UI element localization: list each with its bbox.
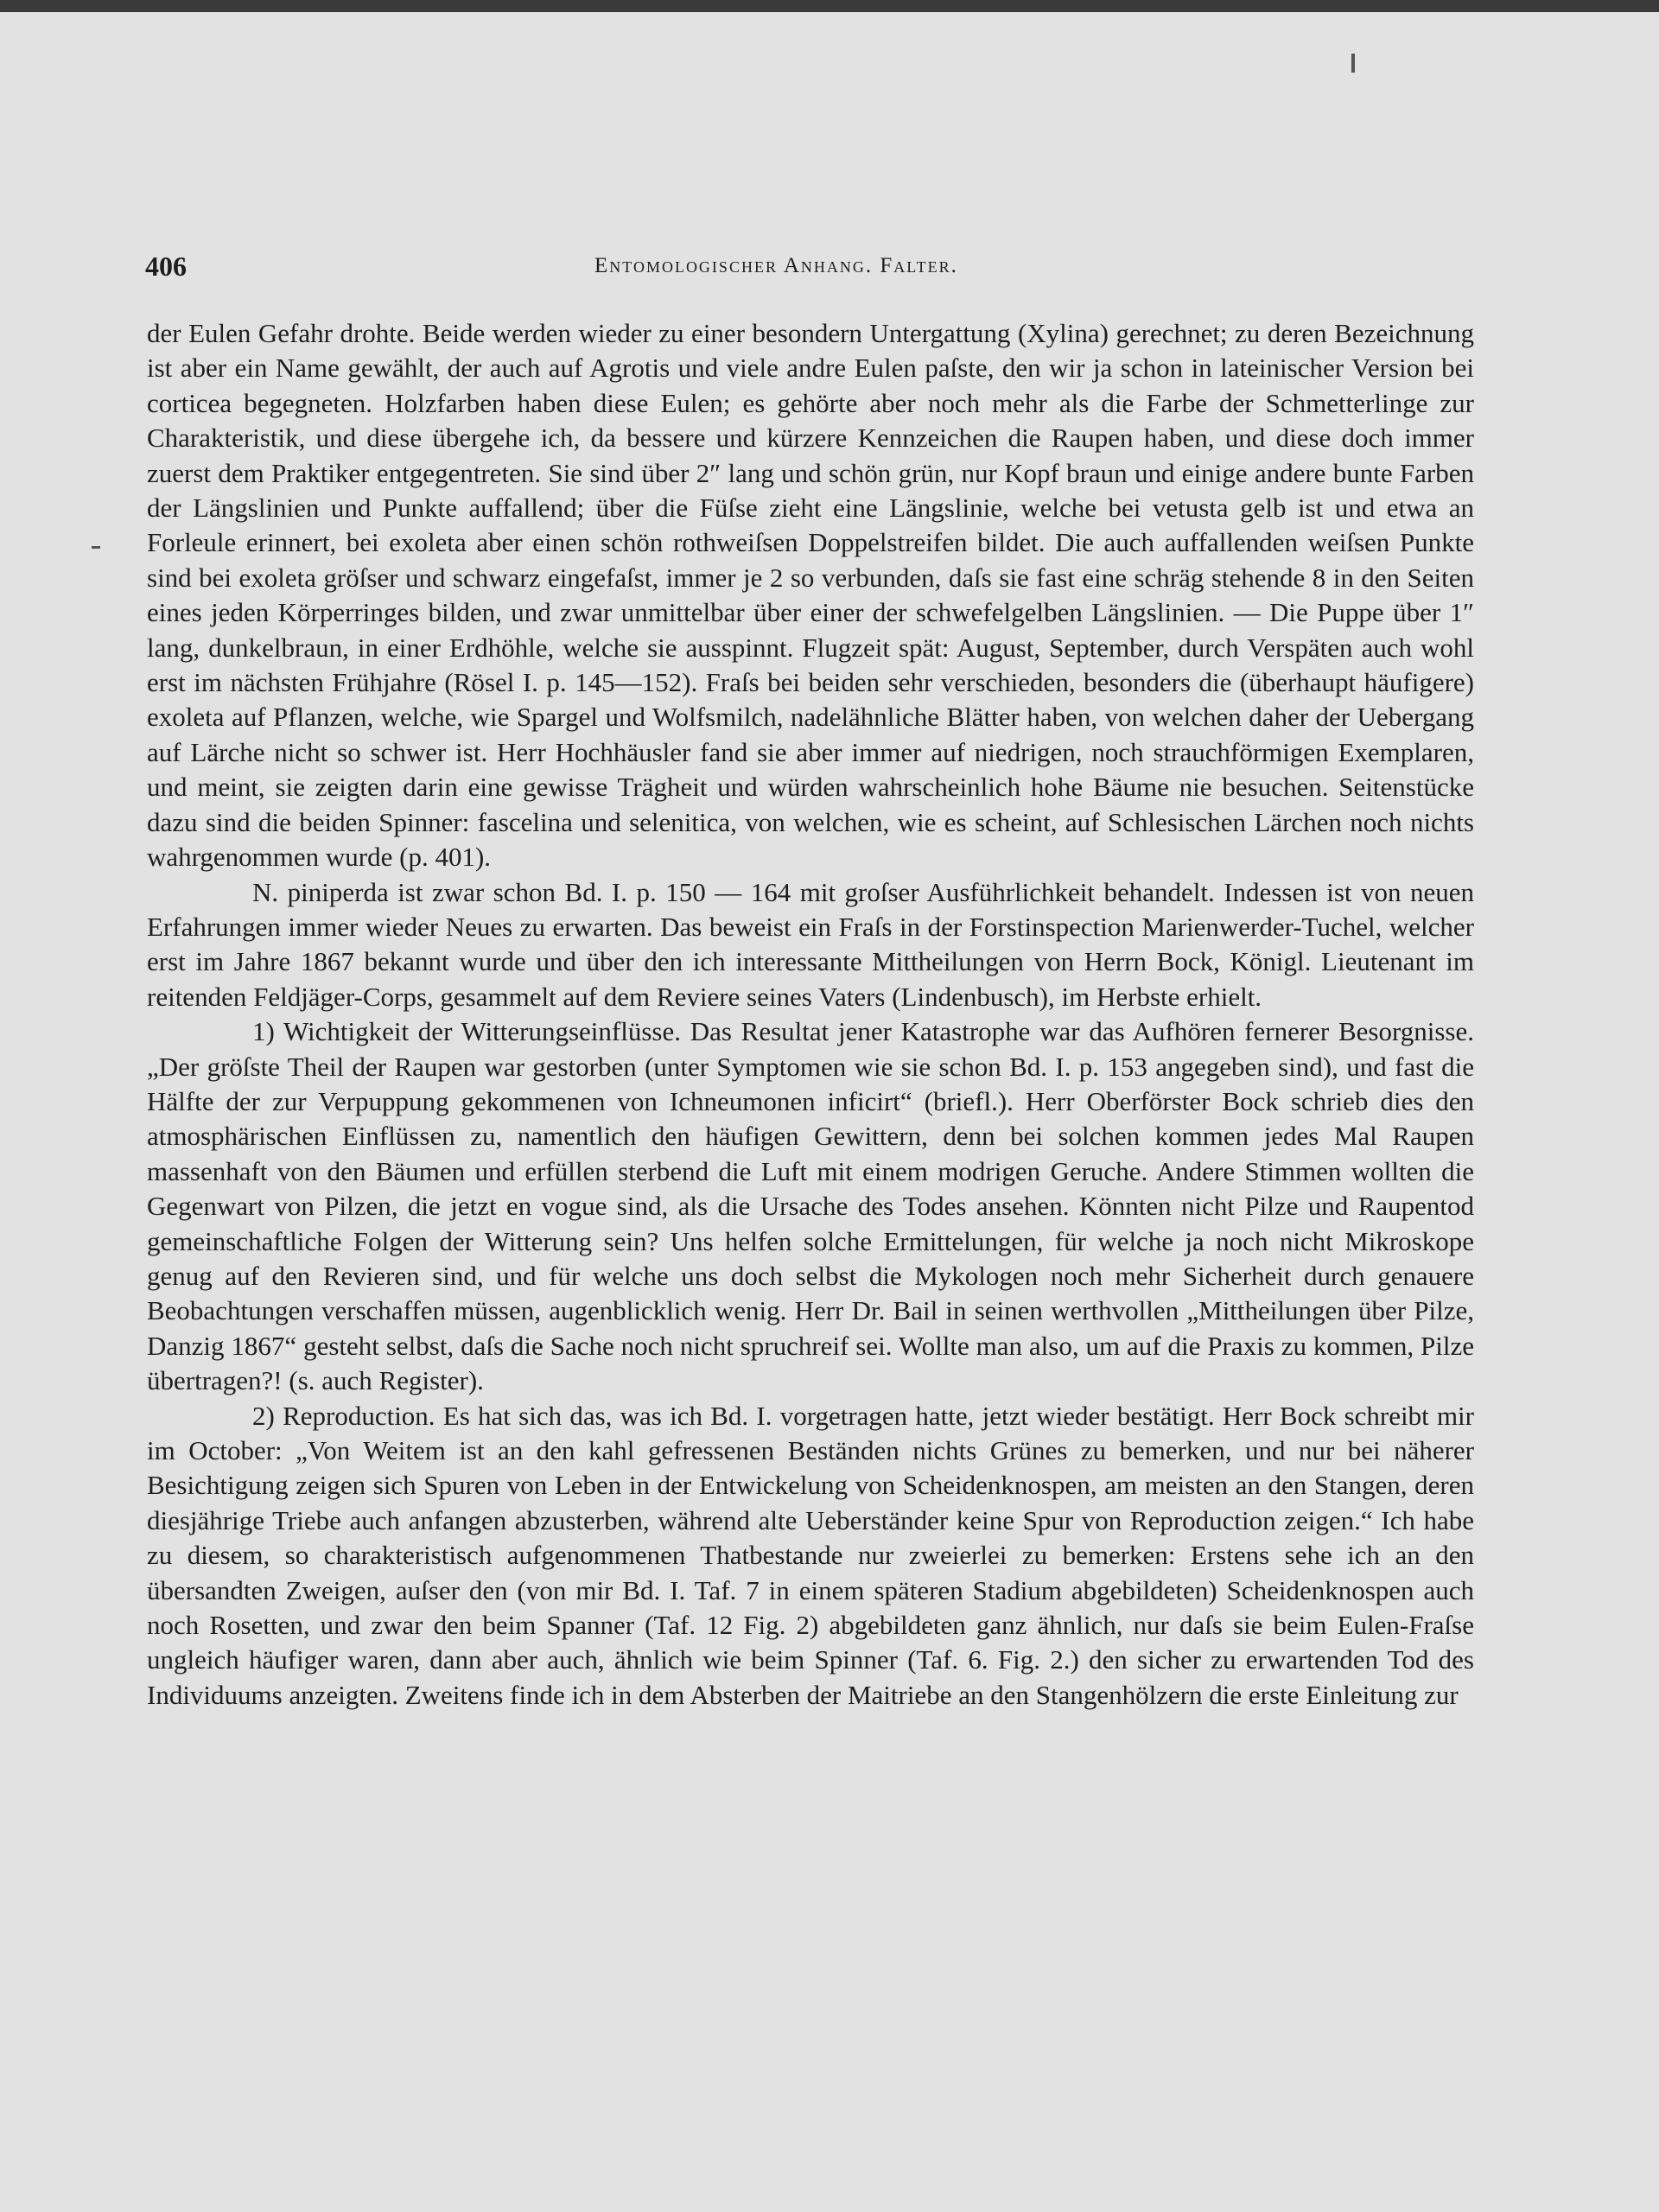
paragraph-eulen: der Eulen Gefahr drohte. Beide werden wieder zu einer besondern Untergattung (Xylina) gerechnet; zu deren Bezeichnung ist aber ein Name gewählt, der auch auf Agrotis und viele andre Eulen paſste, den wir ja schon in lateinischer Version bei corticea begegneten. Holzfarben haben diese Eulen; es gehörte aber noch mehr als die Farbe der Schmetterlinge zur Charakteristik, und diese übergehe ich, da bessere und kürzere Kennzeichen die Raupen haben, und diese doch immer zuerst dem Praktiker entgegentreten. Sie sind über 2″ lang und schön grün, nur Kopf braun und einige andere bunte Farben der Längslinien und Punkte auffallend; über die Füſse zieht eine Längslinie, welche bei vetusta gelb ist und etwa an Forleule erinnert, bei exoleta aber einen schön rothweiſsen Doppelstreifen bildet. Die auch auffallenden weiſsen Punkte sind bei exoleta gröſser und schwarz eingefaſst, immer je 2 so verbunden, daſs sie fast eine schräg stehende 8 in den Seiten eines jeden Körperringes bilden, und zwar unmittelbar über einer der schwefelgelben Längslinien. — Die Puppe über 1″ lang, dunkelbraun, in einer Erdhöhle, welche sie ausspinnt. Flugzeit spät: August, September, durch Verspäten auch wohl erst im nächsten Frühjahre (Rösel I. p. 145—152). Fraſs bei beiden sehr verschieden, besonders die (überhaupt häufigere) exoleta auf Pflanzen, welche, wie Spargel und Wolfsmilch, nadelähnliche Blätter haben, von welchen daher der Uebergang auf Lärche nicht so schwer ist. Herr Hochhäusler fand sie aber immer auf niedrigen, noch strauchförmigen Exemplaren, und meint, sie zeigten darin eine gewisse Trägheit und würden wahrscheinlich hohe Bäume nie besuchen. Seitenstücke dazu sind die beiden Spinner: fascelina und selenitica, von welchen, wie es scheint, auf Schlesischen Lärchen noch nichts wahrgenommen wurde (p. 401).	[147, 318, 1474, 873]
running-head-title: Entomologischer Anhang. Falter.	[594, 254, 958, 277]
paragraph-reproduction: 2) Reproduction. Es hat sich das, was ich Bd. I. vorgetragen hatte, jetzt wieder bestätigt. Herr Bock schreibt mir im October: „Von Weitem ist an den kahl gefressenen Beständen nichts Grünes zu bemerken, und nur bei näherer Besichtigung zeigen sich Spuren von Leben in der Entwickelung von Scheidenknospen, am meisten an den Stangen, deren diesjährige Triebe auch anfangen abzusterben, während alte Ueberständer keine Spur von Reproduction zeigen.“ Ich habe zu diesem, so charakteristisch aufgenommenen Thatbestande nur zweierlei zu bemerken: Erstens sehe ich an den übersandten Zweigen, auſser den (von mir Bd. I. Taf. 7 in einem späteren Stadium abgebildeten) Scheidenknospen auch noch Rosetten, und zwar den beim Spanner (Taf. 12 Fig. 2) abgebildeten ganz ähnlich, nur daſs sie beim Eulen-Fraſse ungleich häufiger waren, dann aber auch, ähnlich wie beim Spinner (Taf. 6. Fig. 2.) den sicher zu erwartenden Tod des Individuums anzeigten. Zweitens finde ich in dem Absterben der Maitriebe an den Stangenhölzern die erste Einleitung zur	[147, 1400, 1474, 1710]
running-head	[145, 251, 1476, 296]
paragraph-witterung: 1) Wichtigkeit der Witterungseinflüsse. Das Resultat jener Katastrophe war das Aufhören fernerer Besorgnisse. „Der gröſste Theil der Raupen war gestorben (unter Symptomen wie sie schon Bd. I. p. 153 angegeben sind), und fast die Hälfte der zur Verpuppung gekommenen von Ichneumonen inficirt“ (briefl.). Herr Oberförster Bock schrieb dies den atmosphärischen Einflüssen zu, namentlich den häufigen Gewittern, denn bei solchen kommen jedes Mal Raupen massenhaft von den Bäumen und erfüllen sterbend die Luft mit einem modrigen Geruche. Andere Stimmen wollten die Gegenwart von Pilzen, die jetzt en vogue sind, als die Ursache des Todes ansehen. Könnten nicht Pilze und Raupentod gemeinschaftliche Folgen der Witterung sein? Uns helfen solche Ermittelungen, für welche ja noch nicht Mikroskope genug auf den Revieren sind, und für welche uns doch selbst die Mykologen noch mehr Sicherheit durch genauere Beobachtungen verschaffen müssen, augenblicklich wenig. Herr Dr. Bail in seinen werthvollen „Mittheilungen über Pilze, Danzig 1867“ gesteht selbst, daſs die Sache noch nicht spruchreif sei. Wollte man also, um auf die Praxis zu kommen, Pilze übertragen?! (s. auch Register).	[147, 1016, 1474, 1396]
scan-speck	[92, 546, 100, 549]
paragraph-piniperda: N. piniperda ist zwar schon Bd. I. p. 150 — 164 mit groſser Ausführlichkeit behandelt. Indessen ist von neuen Erfahrungen immer wieder Neues zu erwarten. Das beweist ein Fraſs in der Forstinspection Marienwerder-Tuchel, welcher erst im Jahre 1867 bekannt wurde und über den ich interessante Mittheilungen von Herrn Bock, Königl. Lieutenant im reitenden Feldjäger-Corps, gesammelt auf dem Reviere seines Vaters (Lindenbusch), im Herbste erhielt.	[147, 876, 1474, 1012]
body-text	[147, 316, 1474, 1713]
page-number: 406	[145, 251, 187, 282]
scan-top-edge	[0, 0, 1659, 12]
scan-speck	[1351, 54, 1355, 73]
